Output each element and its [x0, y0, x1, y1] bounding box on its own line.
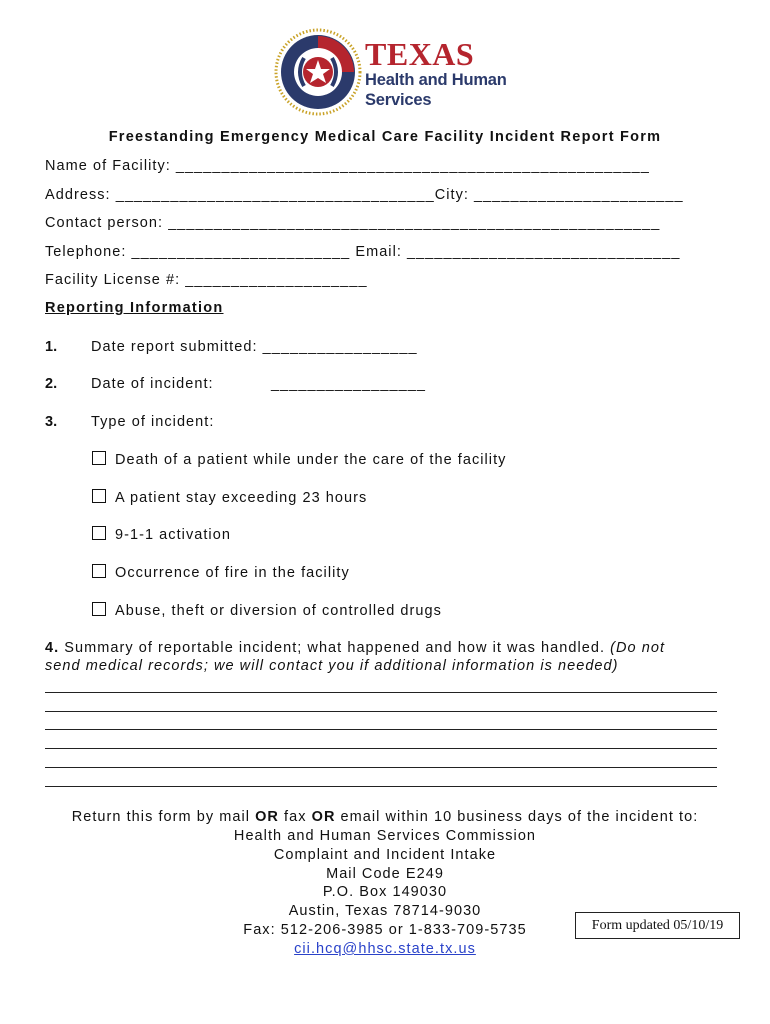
- incident-type-checkbox[interactable]: [92, 489, 106, 503]
- summary-answer-line[interactable]: [45, 786, 717, 787]
- summary-question: [45, 640, 665, 656]
- summary-note: [45, 658, 619, 674]
- item-number-4: 4.: [45, 640, 60, 656]
- or-1: OR: [255, 809, 279, 825]
- return-text-2: fax: [278, 809, 312, 825]
- incident-type-label: 9-1-1 activation: [115, 527, 231, 543]
- summary-answer-line[interactable]: [45, 767, 717, 768]
- date-of-incident-label: Date of incident:: [91, 376, 214, 392]
- mail-code: Mail Code E249: [326, 866, 444, 882]
- fax-numbers: Fax: 512-206-3985 or 1-833-709-5735: [243, 922, 527, 938]
- email-link-wrapper: [0, 941, 770, 957]
- incident-type-label: Abuse, theft or diversion of controlled drugs: [115, 603, 442, 619]
- logo-texas: TEXAS: [365, 36, 475, 72]
- incident-type-label: Death of a patient while under the care of the facility: [115, 452, 507, 468]
- incident-type-checkbox[interactable]: [92, 526, 106, 540]
- contact-person-field[interactable]: Contact person: ______________________________________________________: [45, 215, 661, 231]
- hhs-seal-logo: [274, 28, 362, 116]
- summary-text: Summary of reportable incident; what happened and how it was handled.: [59, 640, 611, 656]
- department-name: Complaint and Incident Intake: [273, 847, 497, 863]
- po-box: P.O. Box 149030: [322, 884, 448, 900]
- telephone-email-field[interactable]: Telephone: ________________________ Email: ______________________________: [45, 244, 681, 260]
- summary-answer-line[interactable]: [45, 729, 717, 730]
- summary-answer-line[interactable]: [45, 748, 717, 749]
- agency-name: Health and Human Services Commission: [233, 828, 537, 844]
- facility-license-field[interactable]: Facility License #: ____________________: [45, 272, 368, 288]
- logo-line1: Health and Human: [365, 71, 507, 89]
- item-number-1: 1.: [45, 339, 58, 355]
- facility-name-field[interactable]: Name of Facility: ____________________________________________________: [45, 158, 650, 174]
- date-of-incident-field[interactable]: _________________: [271, 376, 426, 392]
- return-text-3: email within 10 business days of the incident to:: [335, 809, 699, 825]
- form-title: Freestanding Emergency Medical Care Facility Incident Report Form: [108, 129, 662, 145]
- type-of-incident-label: Type of incident:: [91, 414, 215, 430]
- return-text-1: Return this form by mail: [71, 809, 256, 825]
- incident-type-label: Occurrence of fire in the facility: [115, 565, 350, 581]
- item-number-2: 2.: [45, 376, 58, 392]
- summary-answer-line[interactable]: [45, 711, 717, 712]
- incident-type-checkbox[interactable]: [92, 564, 106, 578]
- summary-note-line2: send medical records; we will contact you if additional information is needed): [45, 658, 619, 674]
- email-link[interactable]: cii.hcq@hhsc.state.tx.us: [294, 941, 476, 957]
- date-report-submitted-field[interactable]: Date report submitted: _________________: [91, 339, 418, 355]
- return-instructions: [0, 809, 770, 825]
- form-updated-box: Form updated 05/10/19: [575, 912, 740, 939]
- summary-note-start: (Do not: [610, 640, 666, 656]
- incident-type-checkbox[interactable]: [92, 602, 106, 616]
- reporting-information-heading: Reporting Information: [45, 300, 224, 316]
- logo-line2: Services: [365, 91, 432, 109]
- summary-answer-line[interactable]: [45, 692, 717, 693]
- incident-type-checkbox[interactable]: [92, 451, 106, 465]
- incident-type-label: A patient stay exceeding 23 hours: [115, 490, 368, 506]
- or-2: OR: [311, 809, 336, 825]
- item-number-3: 3.: [45, 414, 58, 430]
- address-city-field[interactable]: Address: ___________________________________City: _______________________: [45, 187, 684, 203]
- hhs-wordmark: [365, 38, 507, 110]
- city-state-zip: Austin, Texas 78714-9030: [288, 903, 482, 919]
